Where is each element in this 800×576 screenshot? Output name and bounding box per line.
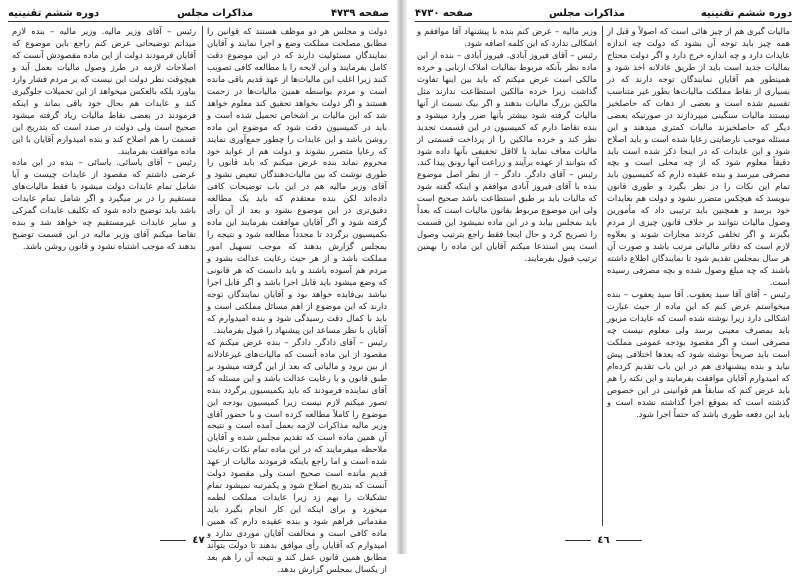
- left-page-header: [8, 6, 389, 20]
- right-page-title: مذاکرات مجلس: [548, 7, 625, 19]
- footer-dash: [211, 540, 237, 541]
- left-page: [0, 0, 397, 574]
- right-page-number: ٤٦: [597, 535, 610, 546]
- right-page: [407, 0, 800, 554]
- left-paragraph-4: رئیس – آقای یاسائی. یاسائی – بنده در این ماده عرضی داشتم که مقصود از عایدات چیست و آیا شامل تمام عایدات دولت میشود یا فقط مالیات‌های مستقیم را در بر میگیرد و اگر شامل تمام عایدات باشد باید توضیح داده شود که تکلیف عایدات گمرکی و سایر عایدات غیرمستقیم چه خواهد شد و بنده تقاضا میکنم آقای وزیر مالیه در این قسمت توضیح بدهند که موجب اشتباه نشود و قانون روشن باشد.: [12, 157, 196, 252]
- left-paragraph-2: رئیس – آقای دادگر. دادگر – بنده عرض میکنم که مقصود از این ماده آنست که مالیات‌های غیرعادلانه از بین برود و مالیاتی که بعد از این گرفته میشود بر طبق قانون و با رعایت عدالت باشد و این مسئله که آقای نماینده فرمودند که باید بکمیسیون برگردد بنده تصور میکنم لازم نیست زیرا کمیسیون بودجه این موضوع را کاملاً مطالعه کرده است و با حضور آقای وزیر مالیه مذاکرات لازمه بعمل آمده است و نتیجه آن همین ماده است که تقدیم مجلس شده و آقایان ملاحظه میفرمایند که در این ماده تمام نکات رعایت شده است و اما راجع باینکه فرمودند مالیات از عهد قدیم مانده است صحیح است ولی مقصود دولت آنست که بتدریج اصلاح شود و یکمرتبه نمیشود تمام تشکیلات را بهم زد زیرا عایدات مملکت لطمه میخورد و برای اینکه این کار انجام بگیرد باید مقدماتی فراهم شود و بنده عقیده دارم که همین ماده کافی است و مخالفت آقایان موردی ندارد و امیدوارم که آقایان رأی موافق بدهند تا دولت بتواند مطابق همین قانون عمل کند و نتیجه آن را هم بعد از یکسال بمجلس گزارش بدهد.: [207, 336, 387, 574]
- right-paragraph-5: رئیس – آقای دادگر. دادگر – از نظر اصل موضوع بنده با آقای فیروز آبادی موافقم و اینکه گفته شود که مالیات باید بر طبق استطاعت باشد صحیح است ولی این موضوع مربوط بقانون مالیات است که بعداً باید بمجلس بیاید و در این ماده نمیشود این قسمت را تصریح کرد و حال اینجا فقط راجع بترتیب وصول است پس استدعا میکنم آقایان این ماده را بهمین ترتیب قبول بفرمایند.: [417, 169, 597, 264]
- footer-dash: [565, 540, 591, 541]
- right-page-column-right: [607, 26, 790, 526]
- right-header-rule: [415, 21, 792, 22]
- left-paragraph-3: رئیس – آقای وزیر مالیه. وزیر مالیه – بنده لازم میدانم توضیحاتی عرض کنم راجع باین موضوع که آقایان فرمودند دولت از این ماده مقصودش آنست که اصلاحات لازمه در طرز وصول مالیات بعمل آید و هیچوقت نظر دولت این نیست که بر مردم فشار وارد بیاورد بلکه بالعکس میخواهد از این تحمیلات جلوگیری کند و عایدات هم بحال خود باقی بماند و اینکه فرمودند در بعضی نقاط مالیات زیاد گرفته میشود صحیح است ولی دولت در صدد است که بتدریج این قسمت را هم اصلاح کند و بنده امیدوارم آقایان با این ماده موافقت بفرمایند.: [12, 26, 196, 156]
- left-page-column-right: [207, 26, 387, 574]
- right-page-footer: [407, 535, 800, 546]
- left-paragraph-1: دولت و مجلس هر دو موظف هستند که قوانین را مطابق مصلحت مملکت وضع و اجرا نمایند و آقایان نمایندگان مسئولیت دارند که در این موضوع دقت کامل بفرمایند و این لایحه را با مطالعه کافی تصویب کنند زیرا اغلب این مالیات‌ها از عهد قدیم باقی مانده است و مردم بواسطه همین مالیات‌ها در زحمت هستند و اگر دولت بخواهد تحقیق کند معلوم خواهد شد که این مالیات بر اشخاص تحمیل شده است و باید در کمیسیون دقت شود که موضوع این ماده روشن باشد و این عایدات را چطور جمع‌آوری نمایند که رعایا متضرر نشوند و دولت هم از عواید خود محروم نماند بنده عرض میکنم که باید قانون را طوری نوشت که بین مالیات‌دهندگان تبعیض نشود و آقای وزیر مالیه هم در این باب توضیحات کافی داده‌اند لکن بنده معتقدم که باید یک مطالعه دقیق‌تری در این موضوع بشود و بعد از آن رأی گرفته شود و اگر آقایان موافقت بفرمایند این ماده بکمیسیون برگردد تا مجدداً مطالعه شود و نتیجه را بمجلس گزارش بدهند که موجب تسهیل امور مملکت باشد و از هر حیث رعایت عدالت بشود و مردم هم آسوده باشند و باید دانست که هر قانونی که وضع میشود باید قابل اجرا باشد و اگر قابل اجرا نباشد بی‌فایده خواهد بود و آقایان نمایندگان توجه دارند که این موضوع از اهم مسائل مملکتی است و باید با کمال دقت رسیدگی شود و بنده امیدوارم که آقایان با نظر مساعد این پیشنهاد را قبول بفرمایند.: [207, 26, 387, 335]
- right-paragraph-2: رئیس – آقای آقا سید یعقوب. آقا سید یعقوب – بنده میخواستم عرض کنم که این ماده از حیث عبارت اشکالی دارد زیرا نوشته شده است که عایدات مزبور باید بمصرف معینی برسد ولی معلوم نیست چه مصرفی است و اگر مقصود بودجه عمومی مملکت است باید صریحاً نوشته شود که بعدها اختلافی پیش نیاید و بنده پیشنهادی هم در این باب تقدیم کرده‌ام که امیدوارم آقایان موافقت بفرمایند و این نکته را هم باید عرض کنم که سابقاً هم قوانینی در این خصوص گذشته است که بموقع اجرا گذاشته نشده است و باید این دفعه طوری باشد که حتماً اجرا شود.: [607, 288, 790, 419]
- right-column-divider: [602, 26, 603, 526]
- right-paragraph-4: رئیس – آقای فیروز آبادی. فیروز آبادی – بنده از این ماده نظر بآنکه مربوط بمالیات املاک اربابی و خرده مالکی است عرض میکنم که باید بین اینها تفاوت گذاشت زیرا خرده مالکین استطاعت ندارند مثل مالکین بزرگ مالیات بدهند و اگر بیک نسبت از آنها مالیات گرفته شود بیشتر بآنها ضرر وارد میشود و بنده تقاضا دارم که کمیسیون در این قسمت تجدید نظر کند و خرده مالکین را از پرداخت قسمتی از مالیات معاف نماید یا لااقل تخفیفی بآنها داده شود که بتوانند از عهده برآیند و زراعت آنها رونق پیدا کند.: [417, 49, 597, 168]
- left-page-title: مذاکرات مجلس: [177, 7, 254, 19]
- left-page-column-left: [12, 26, 196, 526]
- left-page-number: ٤٧: [192, 535, 205, 546]
- footer-dash: [616, 540, 642, 541]
- left-column-divider: [202, 26, 203, 526]
- right-page-period: دوره ششم تقنینیه: [700, 7, 792, 19]
- left-page-period: دوره ششم تقنینیه: [8, 7, 100, 19]
- left-page-footer: [0, 535, 397, 546]
- book-gutter: [397, 0, 407, 554]
- right-page-label: صفحه ۴۷۳۰: [415, 7, 474, 19]
- left-page-label: صفحه ۴۷۳۹: [330, 7, 389, 19]
- right-page-column-left: [417, 26, 597, 526]
- footer-dash: [160, 540, 186, 541]
- right-paragraph-3: وزیر مالیه – عرض کنم بنده با پیشنهاد آقا موافقم و اشکالی ندارد که این کلمه اضافه شود.: [417, 26, 597, 48]
- left-header-rule: [8, 21, 389, 22]
- right-page-header: [415, 6, 792, 20]
- right-paragraph-1: مالیات گیری هم از چیز هائی است که اصولاً و قبل از همه چیز باید توجه آن بشود که دولت چه اندازه عایدات دارد و چه اندازه خرج دارد و اگر دولت محتاج بمالیات جدید است باید از طریق عادلانه اخذ شود و همینطور هم آقایان نمایندگان توجه دارند که در بسیاری از نقاط مملکت مالیات‌ها بطور غیر متناسب تقسیم شده است و بعضی از دهات که حاصلخیز نیستند مالیات سنگینی میپردازند در صورتیکه بعضی دیگر که حاصلخیزند مالیات کمتری میدهند و این مسئله موجب نارضایتی رعایا شده است و باید اصلاح شود و این عایدات که در اینجا ذکر شده است باید دقیقاً معلوم شود که از چه محلی است و بچه مصرفی میرسد و بنده عقیده دارم که کمیسیون باید تمام این نکات را در نظر بگیرد و طوری قانون بنویسد که هیچکس متضرر نشود و دولت هم بعایدات خود برسد و همچنین باید ترتیبی داد که مأمورین وصول مالیات نتوانند بر خلاف قانون چیزی از مردم بگیرند و اگر تخلفی کردند مجازات شوند و بعلاوه لازم است که دفاتر مالیاتی مرتب باشد و صورت آن هر سال بمجلس تقدیم شود تا نمایندگان اطلاع داشته باشند که چه مبلغ وصول شده و بچه مصرفی رسیده است.: [607, 26, 790, 288]
